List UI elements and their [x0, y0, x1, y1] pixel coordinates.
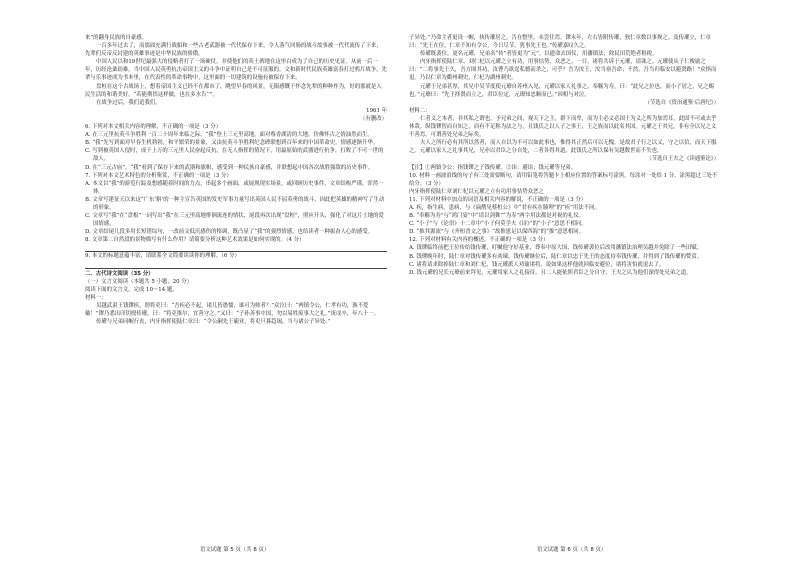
paragraph: 夫人之所行必有其所以然者，而人自以为不可以如此事也，惟得其正然后可以无愧。是故君子行之以义，守之以信，而天下服之。元瓘以家人之礼事其兄，兄亦以君臣之分自处，二者各得其道，此钱氏之所以保有吴越数世而不失也。	[409, 140, 717, 155]
answer-option: A. 钱镠临终前把王位传给钱传瓘，叮嘱他守好基业，尊奉中原大国，钱传瓘袭位后改用藩镇法治理吴越并免除了一些田赋。	[409, 245, 703, 252]
right-column	[409, 34, 719, 539]
answer-option: D. 在“三元古庙”，“我”看到了保存下来的武器和旗帜，感受到一种民族自豪感，并联想起中国各次战胜强敌的历史事件。	[85, 164, 374, 171]
paragraph: 中国人民以和19世纪最强大的侵略者打了一场硬仗，并使他们的英士碑地在这里白成为了自己的历史见证。从前一后一年，历经沧桑劫难，当中国人民英勇抗击帝国主义的斗争中证明自己是不可征服的。文和新时代民族英雄富春打过鸦片战争，先辈与乐事迹成为书本里，在代表性的革命事物中，这里面的一切建筑的设施有被保存下来。	[85, 59, 387, 82]
answer-option: A. 疾，指生病，患病，与《扁鹊见蔡桓公》中“君有疾在腠理”的“疾”用法不同。	[409, 204, 600, 211]
source-note: （节选自王夫之《读通鉴论》）	[646, 156, 719, 163]
answer-option: B. 文章写建征天以来这“广东‘斛’的一种主宣告英国的发史军事力量写出英国人民不屈英勇的战斗，因此把英雄的精神写了生动的形象。	[85, 196, 385, 211]
date-line: 1961 年	[366, 107, 387, 114]
answer-line	[85, 244, 387, 252]
source-note: （节选自《资治通鉴·后唐纪》）	[644, 99, 719, 106]
footnote: 【注】①两镇令公：指钱镠之子钱传瓘。②讳：避讳；钱元瓘等兄弟。	[409, 164, 577, 171]
exam-page-right	[397, 0, 794, 561]
question-text: 来”的翻身民族的自豪感。	[85, 35, 148, 41]
paragraph: 元瓘于兄弟甚厚，其兄中吴节度使元璙自苏州入见，元瓘以家人礼事之，奉觞为寿，曰：“此兄之位也，而小子居之，兄之赐也。”元璙曰：“先王择贤而立之，君臣位定，元璙知忠顺而已。”因相与对泣。	[409, 83, 714, 98]
answer-option: B. “我”先写到面对早春生机勃勃，和平繁荣的景象，又由抗英斗争胜利纪念碑联想到百年来的中国革命史，情感逐渐升华。	[85, 140, 379, 147]
paragraph: 盘桓在这个古战场上，想着帝国主义已经不在都市了，眺望早春的风景，无限感慨于怀念先辈的种种作为，好的那就是人民生活的和谐美好。“若能彻悟这样做，也在多水告‘’”。	[85, 83, 382, 98]
date-line: （有删改）	[360, 115, 387, 122]
answer-option: C. 文章写“我”在“盘根”一词写出“我”在三元里高地徘徊流连的情状，尾段再次出现“盘桓”，照应开头，强化了对这片土地的爱国情感。	[85, 213, 384, 228]
question-text: 12. 下列对材料有关内容的概述，不正确的一项是（3 分）	[409, 237, 549, 244]
question-text: （一）文言文阅读（本题共 5 小题，20 分）	[85, 278, 193, 285]
answer-line	[85, 261, 387, 269]
question-text: 8. 文章第二自然段的景物描写有什么作用？请简要分析这种艺术效果是如何实现的。（4 分）	[85, 237, 305, 244]
footer-left: 语文试题 第 5 页（共 8 页）	[200, 547, 270, 553]
answer-option: C. “小子”与《论语》十二章中“小子何莫学夫《诗》”的“小子”意思不相同。	[409, 221, 587, 228]
question-text: 阅读下面的文言文，完成 10～14 题。	[85, 286, 178, 293]
break-sentence: 内牙指挥使陆仁章刘仁杞以元瓘之立有功用事怙势众恶之	[409, 188, 544, 195]
question-text: 11. 下列对材料中加点的词语及相关内容的解说，不正确的一项是（3 分）	[409, 196, 587, 203]
question-text: 9. 本文的标题意蕴丰富，请联系全文简要谈谈你的理解。（6 分）	[85, 253, 240, 260]
question-text: 材料一：	[85, 294, 107, 301]
answer-option: C. 写到被英国人侵时，成千上万的三元里人民奋起反抗，在无人指挥的情况下，用最原始的武器进行抗争，打败了不可一世的敌人。	[85, 148, 384, 163]
answer-option: A. 在三元里抗英斗争胜利一百二十周年来临之际，“我”登上三元里高地，面对蔡香湖清的大地，仿佛怀古之情油然而生。	[85, 132, 373, 139]
section-heading: 二、古代诗文阅读（35 分）	[85, 270, 154, 277]
answer-option: B. “奉觞为寿”与“鸿门宴”中“请以剑舞”“为寿”两字用法都是对祝的礼仪。	[409, 213, 584, 220]
question-text: 7. 下列对本文艺术特色的分析鉴赏，不正确的一项是（3 分）	[85, 172, 232, 179]
answer-option: B. 钱镠晚年时，陆仁章对钱传瓘多有劝谏，钱传瓘继位后，陆仁章以忠于先王的态度侍奉钱传瓘，并得到了钱传瓘的赞赏。	[409, 253, 703, 260]
question-text: 10. 材料一画波浪线的句子有三处需要断句，请用铅笔将答题卡上相应位置的答案标号涂黑，每涂对一处给 1 分，涂黑超过三处不给分。（3 分）	[409, 172, 718, 187]
paragraph: 仁者义之本者，非其私之谓也。予兄弟之间，视天下之主，群下而卑，而为主必义必国士为义之所为加焉耳。此固不可或去乎休哉。纵钱镠智而自知之，而有不足称为法之与，且钱氏之以人子之事王，王之族而以此名其国。元瓘之于其兄，非有全以兄之义不善焉，可谓善处兄弟之际矣。	[409, 115, 717, 139]
answer-option: D. “推其源流”与《齐桓晋文之事》“故推恩足以保四海”的“推”意思相同。	[409, 229, 585, 236]
answer-option: D. 钱元瓘的兄长元璙前来拜见，元瓘用家人之礼接待，且二人能依照君臣之分自守，王夫之认为他们深得处兄弟之道。	[409, 269, 692, 276]
paragraph: 内牙指挥使陆仁章、刘仁杞以元瓘之立有功，用事怙势，众恶之。一日，诸将共诉于元瓘，请诛之。元瓘使从子仁俊谕之曰：“二将事先王久，吾方图其功，汝曹乃欲逞私憾而杀之，可乎？吾为汝王，汝当禀吾命；不然，吾当归临安以避贤路！”众惧而退。乃以仁章为衢州刺史，仁杞为湖州刺史。	[409, 59, 717, 82]
answer-option: A. 本文以“我”的游览行踪及想感随着时间的力点，串起多个画面，或展现现实场景，或回顾历史事件，文章结构严谨，浑然一体。	[85, 180, 384, 195]
question-text: 子异处。”乃命主者更设一幄，执传瓘居之，告在整里，未尝往焉。镠末年，左右皆附传瓘，独仁章数以事规之。及传瓘立，仁章曰：“先王在位，仁章不知有令公，今日尽节，犹事先王也。”传瓘嘉叹久之。	[409, 35, 711, 50]
paragraph: 吴越武肃王钱镠疾，谓将吏曰：“吾疾必不起，诸儿皆愚懦，谁可为帅者？”众泣曰：“两镇令公，仁孝有功，孰不爱戴！”镠乃悉出印钥授传瓘，曰：“将吏推尔，宜善守之。”又曰：“子孙善事中国，勿以易姓废事大之礼。”庚戌卒，年八十一。	[85, 302, 380, 317]
sentence-break-boxes	[409, 188, 719, 196]
paragraph: 传瓘既袭位，更名元瓘，兄弟名“传”者皆更为“元”。以遗命去国仪，用藩镇法；除民田荒绝者租税。	[420, 51, 658, 58]
answer-option: D. 文章结尾几段多用长短错综句，一改前文低沉感伤的格调，既凸显了“我”的强烈情感，也给读者一种振奋人心的感受。	[85, 229, 373, 236]
question-text: 6. 下列对本文相关内容的理解，不正确的一项是（3 分）	[85, 124, 221, 131]
question-text: 材料二：	[409, 107, 431, 114]
left-column	[85, 34, 387, 539]
paragraph: 在战争过后，我们追我们。	[96, 99, 161, 106]
footer-right: 语文试题 第 6 页（共 8 页）	[537, 547, 607, 553]
paragraph: 一百多年过去了，而那面充满行战船和一些古老武器被一代代保存下来，令人落气回肠的战斗故事被一代代流传了下来，先辈们反帝反封建的英雄事迹是中华民族的骄傲。	[85, 43, 382, 58]
paragraph: 传瓘与兄弟同幄行丧，内牙指挥使陆仁章曰：“令公嗣先王霸业，将吏旦暮趋谒，当与诸公子异处。”	[96, 319, 331, 326]
answer-option: C. 诸将请求除掉陆仁章和刘仁杞，钱元瓘派人劝谕诸将，说如果这样他就回临安避位，诸将害怕就退去了。	[409, 261, 665, 268]
